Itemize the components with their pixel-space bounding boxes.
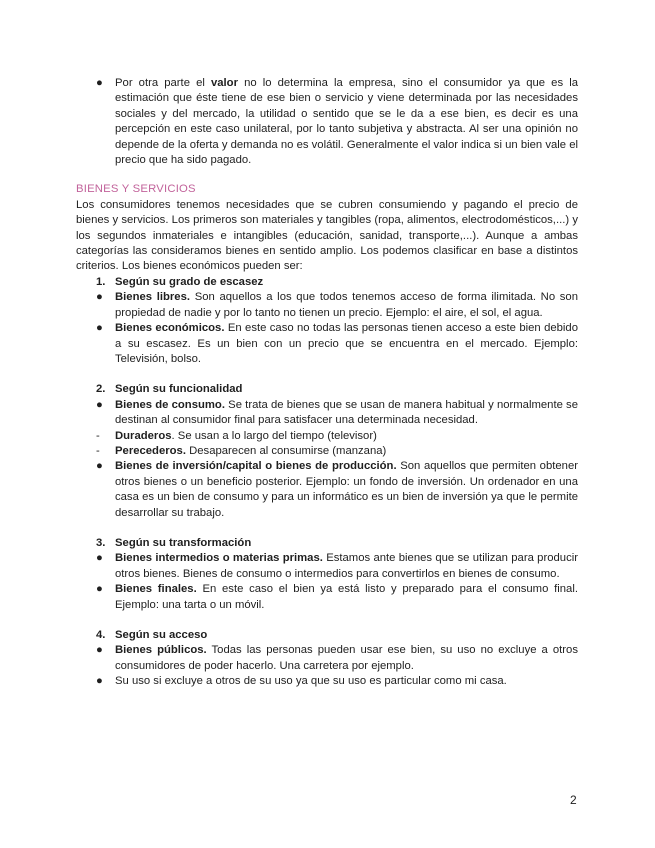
dash-marker: - — [96, 444, 100, 457]
section-3-label: Según su transformación — [115, 536, 252, 549]
section-1-number: 1. — [96, 275, 106, 288]
item-term: Duraderos — [115, 429, 172, 442]
list-item — [76, 551, 578, 582]
section-4-title — [76, 628, 578, 643]
item-text: Son aquellos que permiten obtener otros bienes o un beneficio posterior. Ejemplo: un fondo de inversión. Un ordenador en una casa es un bien de consumo y para un informático es un bien de inversión ya que le permite desarrollar su trabajo. — [115, 460, 578, 519]
item-term: Bienes libres. — [115, 291, 191, 304]
list-item — [76, 674, 578, 689]
intro-text-2: no lo determina la empresa, sino el consumidor ya que es la estimación que éste tiene de ese bien o servicio y viene determinada por las necesidades sociales y del mercado, la utilidad o sentido que se le da a ese bien, es decir es una percepción en este caso unilateral, por lo tanto subjetiva y abstracta. Al ser una opinión no depende de la oferta y demanda no es volátil. Generalmente el valor indica si un bien vale el precio que ha sido pagado. — [115, 77, 578, 167]
dash-marker: - — [96, 429, 100, 442]
section-2-label: Según su funcionalidad — [115, 383, 243, 396]
item-text: En este caso no todas las personas tienen acceso a este bien debido a su escasez. Es un bien con un precio que se encuentra en el mercado. Ejemplo: Televisión, bolso. — [115, 322, 578, 365]
list-item — [76, 459, 578, 521]
item-term: Bienes intermedios o materias primas. — [115, 552, 323, 565]
bullet-marker: ● — [96, 460, 103, 473]
list-item — [76, 429, 578, 444]
section-2-number: 2. — [96, 383, 106, 396]
list-item — [76, 290, 578, 321]
list-item — [76, 444, 578, 459]
item-term: Bienes de inversión/capital o bienes de producción. — [115, 460, 397, 473]
section-3-title — [76, 536, 578, 551]
intro-text-1: Por otra parte el — [115, 77, 211, 89]
bullet-marker: ● — [96, 291, 103, 304]
section-3-number: 3. — [96, 536, 106, 549]
bullet-marker: ● — [96, 644, 103, 657]
bullet-marker: ● — [96, 322, 103, 335]
list-item — [76, 582, 578, 613]
intro-bold-valor: valor — [210, 77, 238, 89]
item-text: Se trata de bienes que se usan de manera habitual y normalmente se destinan al consumidor final para satisfacer una determinada necesidad. — [115, 398, 578, 427]
item-term: Bienes finales. — [115, 583, 197, 596]
section-1-label: Según su grado de escasez — [115, 275, 264, 288]
item-text: Son aquellos a los que todos tenemos acceso de forma ilimitada. No son propiedad de nadie y por lo tanto no tienen un precio. Ejemplo: el aire, el sol, el agua. — [115, 291, 578, 319]
bullet-marker: ● — [96, 398, 103, 411]
bullet-marker: ● — [96, 583, 103, 596]
bullet-marker: ● — [96, 675, 103, 688]
bullet-marker: ● — [96, 552, 103, 565]
page-number: 2 — [570, 793, 577, 807]
item-text: . Se usan a lo largo del tiempo (televisor) — [171, 429, 377, 442]
intro-bullet — [76, 76, 578, 168]
item-text: Estamos ante bienes que se utilizan para producir otros bienes. Bienes de consumo o intermedios para convertirlos en bienes de consumo. — [115, 552, 578, 580]
list-item — [76, 321, 578, 367]
section-1-title — [76, 275, 578, 290]
section-2-title — [76, 382, 578, 397]
item-term: Perecederos. — [115, 444, 186, 457]
list-item — [76, 398, 578, 429]
intro-paragraph: Los consumidores tenemos necesidades que se cubren consumiendo y pagando el precio de bienes y servicios. Los primeros son materiales y tangibles (ropa, alimentos, electrodomésticos,...) y los segundos inmateriales e intangibles (educación, sanidad, transporte,...). Aunque a ambas categorías las consideramos bienes en sentido amplio. Los podemos clasificar en base a distintos criterios. Los bienes económicos pueden ser: — [76, 198, 578, 273]
list-item — [76, 643, 578, 674]
item-text: Todas las personas pueden usar ese bien, su uso no excluye a otros consumidores de poder hacerlo. Una carretera por ejemplo. — [115, 644, 578, 672]
item-term: Bienes económicos. — [115, 322, 225, 335]
item-term: Bienes públicos. — [115, 644, 207, 657]
item-term: Bienes de consumo. — [115, 398, 225, 411]
item-text: Desaparecen al consumirse (manzana) — [185, 444, 387, 457]
section-heading: BIENES Y SERVICIOS — [76, 183, 196, 196]
page-content — [76, 76, 578, 690]
section-4-number: 4. — [96, 629, 106, 641]
bullet-marker: ● — [96, 77, 103, 89]
item-text: En este caso el bien ya está listo y preparado para el consumo final. Ejemplo: una tarta o un móvil. — [115, 583, 578, 611]
section-4-label: Según su acceso — [115, 629, 208, 641]
item-text: Su uso si excluye a otros de su uso ya que su uso es particular como mi casa. — [115, 675, 507, 688]
